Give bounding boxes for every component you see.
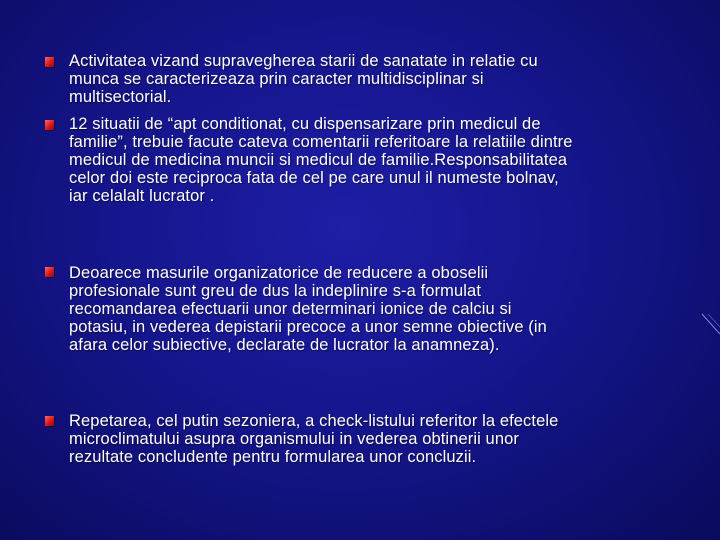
paragraph-text: Deoarece masurile organizatorice de reducere a oboselii profesionale sunt greu de dus la indeplinire s-a formulat recomandarea efectuarii unor determinari ionice de calciu si potasiu, in vederea depistarii precoce a unor semne obiective (in afara celor subiective, declarate de lucrator la anamneza). [69, 264, 547, 354]
square-bullet-icon [45, 416, 54, 426]
paragraph-text: 12 situatii de “apt conditionat, cu dispensarizare prin medicul de familie”, trebuie facute cateva comentarii referitoare la relatiile dintre medicul de medicina muncii si medicul de familie.Responsabilitatea celor doi este reciproca fata de cel pe care unul il numeste bolnav, iar celalalt lucrator . [69, 115, 573, 205]
square-bullet-icon [45, 267, 54, 277]
diagonal-line-decoration [700, 312, 720, 338]
paragraph-text: Activitatea vizand supravegherea starii de sanatate in relatie cu munca se caracterizeaza prin caracter multidisciplinar si multisectorial. [69, 52, 538, 106]
square-bullet-icon [45, 57, 54, 67]
paragraph-text: Repetarea, cel putin sezoniera, a check-listului referitor la efectele microclimatului asupra organismului in vederea obtinerii unor rezultate concludente pentru formularea unor concluzii. [69, 412, 559, 466]
square-bullet-icon [45, 120, 54, 130]
